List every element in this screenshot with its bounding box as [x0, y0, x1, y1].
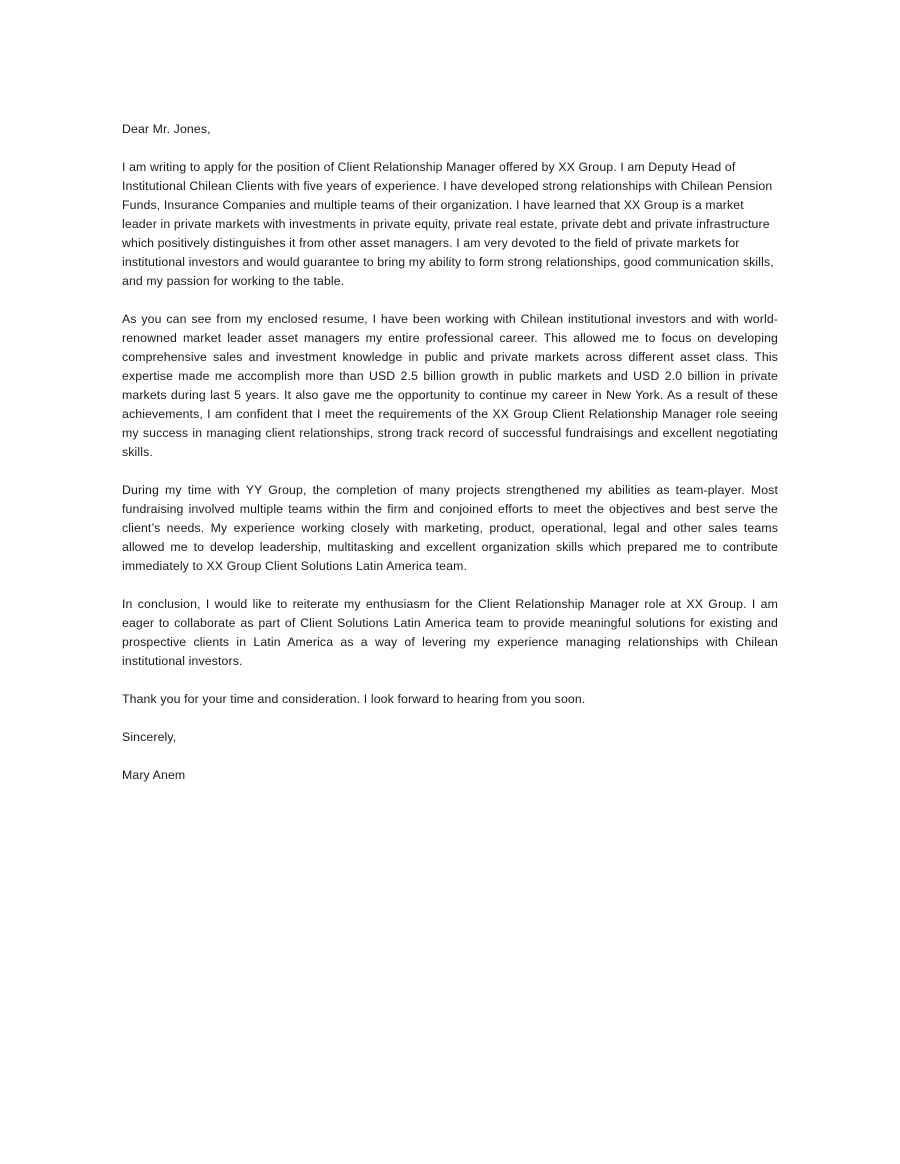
- letter-paragraph-5-thank-you: Thank you for your time and consideration. I look forward to hearing from you soon.: [122, 692, 586, 706]
- closing-salutation: Sincerely,: [122, 730, 177, 744]
- letter-paragraph-4: In conclusion, I would like to reiterate my enthusiasm for the Client Relationship Manager role at XX Group. I am eager to collaborate as part of Client Solutions Latin America team to provide meaningful solutions for existing and prospective clients in Latin America as a way of levering my experience managing relationships with Chilean institutional investors.: [122, 597, 778, 668]
- letter-paragraph-3: During my time with YY Group, the completion of many projects strengthened my abilities as team-player. Most fundraising involved multiple teams within the firm and conjoined efforts to meet the objectives and best serve the client’s needs. My experience working closely with marketing, product, operational, legal and other sales teams allowed me to develop leadership, multitasking and excellent organization skills which prepared me to contribute immediately to XX Group Client Solutions Latin America team.: [122, 483, 778, 573]
- letter-paragraph-1: I am writing to apply for the position of Client Relationship Manager offered by XX Group. I am Deputy Head of Institutional Chilean Clients with five years of experience. I have developed strong relationships with Chilean Pension Funds, Insurance Companies and multiple teams of their organization. I have learned that XX Group is a market leader in private markets with investments in private equity, private real estate, private debt and private infrastructure which positively distinguishes it from other asset managers. I am very devoted to the field of private markets for institutional investors and would guarantee to bring my ability to form strong relationships, good communication skills, and my passion for working to the table.: [122, 160, 774, 288]
- salutation: Dear Mr. Jones,: [122, 122, 211, 136]
- letter-paragraph-2: As you can see from my enclosed resume, I have been working with Chilean institutional investors and with world-renowned market leader asset managers my entire professional career. This allowed me to focus on developing comprehensive sales and investment knowledge in public and private markets across different asset class. This expertise made me accomplish more than USD 2.5 billion growth in public markets and USD 2.0 billion in private markets during last 5 years. It also gave me the opportunity to continue my career in New York. As a result of these achievements, I am confident that I meet the requirements of the XX Group Client Relationship Manager role seeing my success in managing client relationships, strong track record of successful fundraisings and excellent negotiating skills.: [122, 312, 778, 459]
- letter-body: [122, 120, 778, 785]
- signature-name: Mary Anem: [122, 768, 186, 782]
